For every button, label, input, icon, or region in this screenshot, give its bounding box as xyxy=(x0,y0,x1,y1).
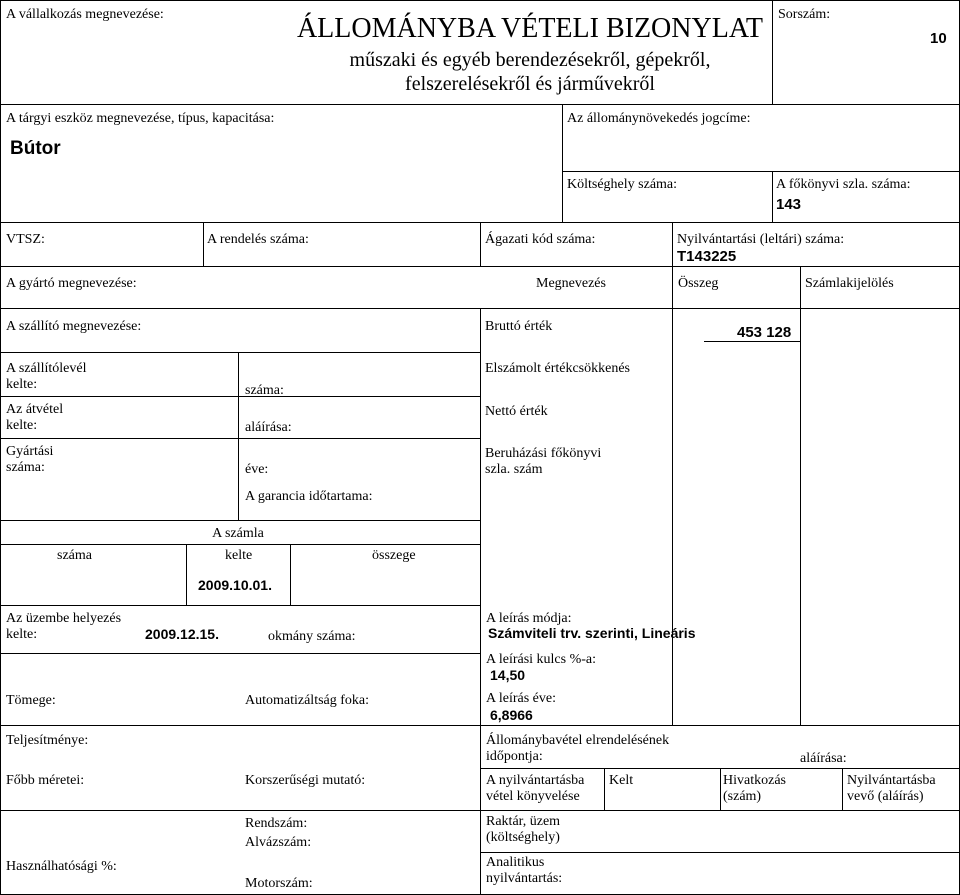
warranty-label: A garancia időtartama: xyxy=(245,489,373,504)
order-date-label-2: időpontja: xyxy=(486,749,543,764)
ledger-label: A főkönyvi szla. száma: xyxy=(776,177,911,192)
gross-value-label: Bruttó érték xyxy=(485,319,553,334)
delivery-number-label: száma: xyxy=(245,383,284,398)
order-number-label: A rendelés száma: xyxy=(207,232,309,247)
doc-number-label: okmány száma: xyxy=(268,629,356,644)
engine-label: Motorszám: xyxy=(245,876,313,891)
invoice-col-date: kelte xyxy=(225,548,253,563)
investment-ledger-label-1: Beruházási főkönyvi xyxy=(485,446,602,461)
invoice-col-number: száma xyxy=(57,548,92,563)
rate-label: A leírási kulcs %-a: xyxy=(486,652,597,667)
invoice-col-total: összege xyxy=(372,548,416,563)
rate-value: 14,50 xyxy=(490,667,526,683)
delivery-note-label-2: kelte: xyxy=(6,377,38,392)
receipt-signature-label: aláírása: xyxy=(245,420,292,435)
col-name-header: Megnevezés xyxy=(536,276,606,291)
manufacturer-label: A gyártó megnevezése: xyxy=(6,276,137,291)
warehouse-label-1: Raktár, üzem xyxy=(486,814,561,829)
inventory-number-label: Nyilvántartási (leltári) száma: xyxy=(677,232,845,247)
depreciation-label: Elszámolt értékcsökkenés xyxy=(485,361,631,376)
dimensions-label: Főbb méretei: xyxy=(6,773,85,788)
mfg-year-label: éve: xyxy=(245,462,269,477)
form-subtitle-line2: felszerelésekről és járművekről xyxy=(405,73,655,95)
depreciation-year-value: 6,8966 xyxy=(490,707,533,723)
registration-label-2: vétel könyvelése xyxy=(486,789,580,804)
warehouse-label-2: (költséghely) xyxy=(486,830,560,845)
form-title: ÁLLOMÁNYBA VÉTELI BIZONYLAT xyxy=(296,13,764,44)
start-date-label-2: kelte: xyxy=(6,627,38,642)
registration-label-1: A nyilvántartásba xyxy=(486,773,585,788)
depreciation-year-label: A leírás éve: xyxy=(486,691,556,706)
col-reference-header-2: (szám) xyxy=(723,789,762,804)
usability-label: Használhatósági %: xyxy=(6,859,117,874)
net-value-label: Nettó érték xyxy=(485,404,548,419)
supplier-label: A szállító megnevezése: xyxy=(6,319,142,334)
cost-center-label: Költséghely száma: xyxy=(567,177,678,192)
automation-label: Automatizáltság foka: xyxy=(245,693,370,708)
analytic-label-2: nyilvántartás: xyxy=(486,871,563,886)
plate-label: Rendszám: xyxy=(245,816,308,831)
modernity-label: Korszerűségi mutató: xyxy=(245,773,366,788)
inventory-number-value: T143225 xyxy=(677,248,737,265)
investment-ledger-label-2: szla. szám xyxy=(485,462,543,477)
company-label: A vállalkozás megnevezése: xyxy=(6,7,164,22)
analytic-label-1: Analitikus xyxy=(486,855,545,870)
start-date-value: 2009.12.15. xyxy=(145,626,219,642)
increase-title-label: Az állománynövekedés jogcíme: xyxy=(567,111,751,126)
col-date-header: Kelt xyxy=(609,773,634,788)
gross-value: 453 128 xyxy=(737,324,792,341)
serial-label: Sorszám: xyxy=(778,7,831,22)
vtsz-label: VTSZ: xyxy=(6,232,45,247)
col-amount-header: Összeg xyxy=(678,276,719,291)
invoice-title: A számla xyxy=(212,526,264,541)
chassis-label: Alvázszám: xyxy=(245,835,312,850)
serial-value: 10 xyxy=(930,30,947,47)
order-signature-label: aláírása: xyxy=(800,751,847,766)
asset-name-label: A tárgyi eszköz megnevezése, típus, kapacitása: xyxy=(6,111,275,126)
asset-name-value: Bútor xyxy=(10,138,61,159)
receipt-label-2: kelte: xyxy=(6,418,38,433)
mfg-number-label-2: száma: xyxy=(6,460,45,475)
receipt-label-1: Az átvétel xyxy=(6,402,64,417)
method-value: Számviteli trv. szerinti, Lineáris xyxy=(488,625,696,641)
col-registered-header-1: Nyilvántartásba xyxy=(847,773,936,788)
form-subtitle-line1: műszaki és egyéb berendezésekről, gépekről, xyxy=(349,49,711,71)
invoice-date-value: 2009.10.01. xyxy=(198,577,272,593)
col-registered-header-2: vevő (aláírás) xyxy=(847,789,924,804)
performance-label: Teljesítménye: xyxy=(6,733,89,748)
method-label: A leírás módja: xyxy=(486,611,572,626)
delivery-note-label-1: A szállítólevél xyxy=(6,361,87,376)
col-reference-header-1: Hivatkozás xyxy=(723,773,786,788)
weight-label: Tömege: xyxy=(6,693,56,708)
mfg-number-label-1: Gyártási xyxy=(6,444,54,459)
col-account-header: Számlakijelölés xyxy=(805,276,894,291)
start-date-label-1: Az üzembe helyezés xyxy=(6,611,122,626)
sector-code-label: Ágazati kód száma: xyxy=(485,232,596,247)
ledger-value: 143 xyxy=(776,196,802,213)
order-date-label-1: Állománybavétel elrendelésének xyxy=(486,733,670,748)
